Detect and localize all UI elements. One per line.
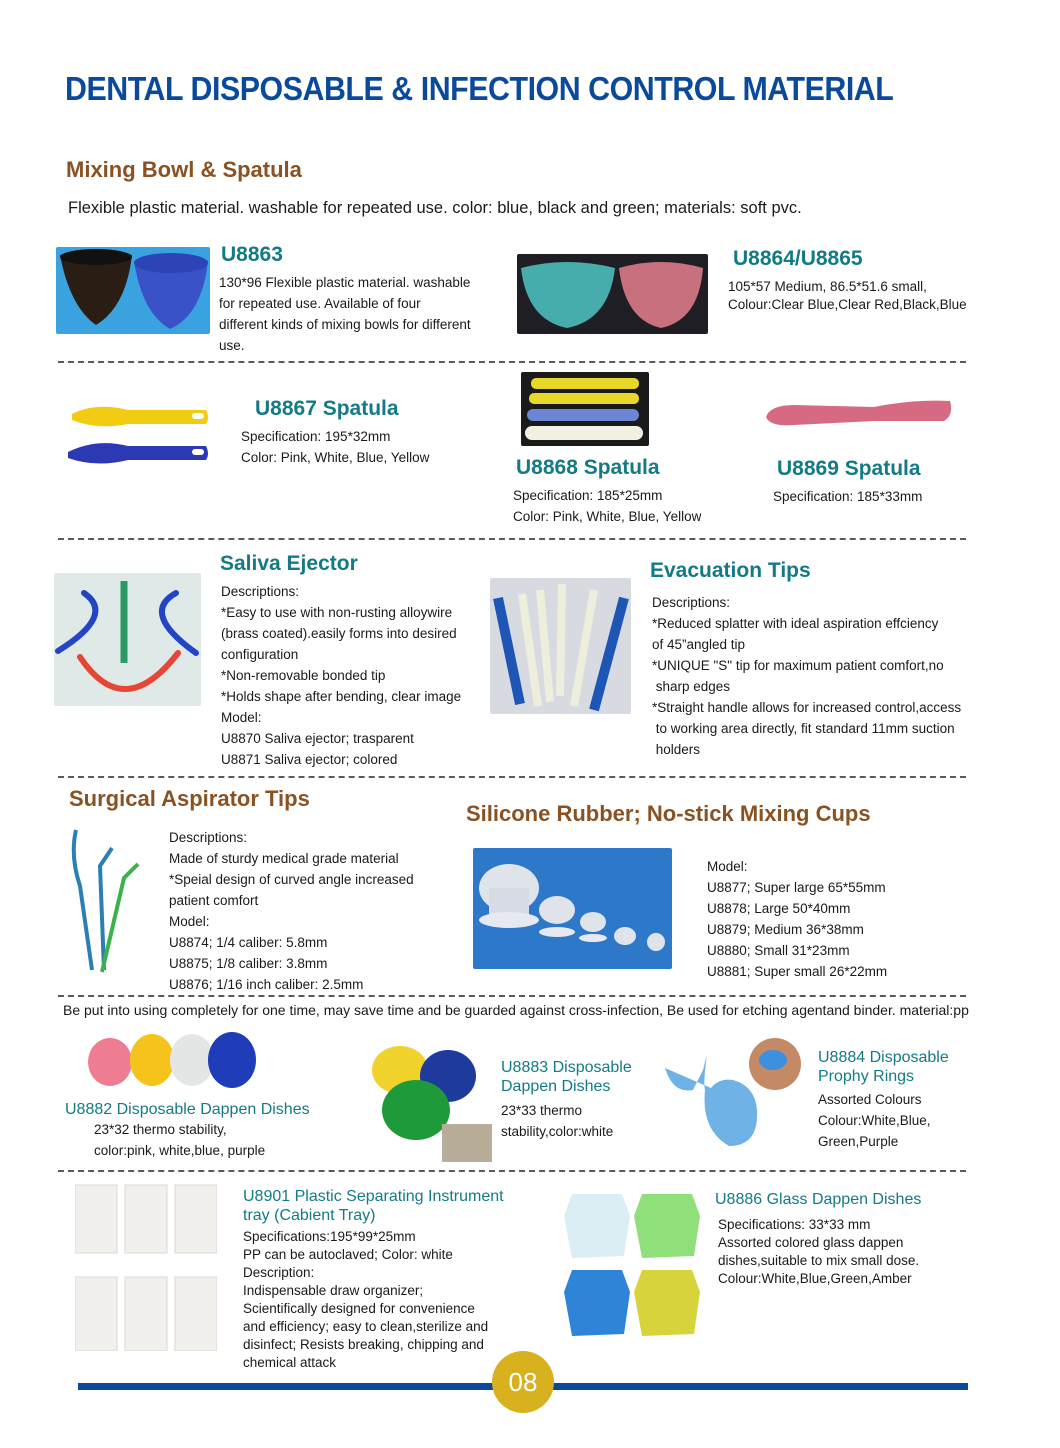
- desc-line: to working area directly, fit standard 11mm suction: [652, 721, 955, 736]
- product-title-u8863: U8863: [221, 243, 283, 266]
- product-desc-u8863: [219, 272, 471, 356]
- desc-line: U8871 Saliva ejector; colored: [221, 752, 398, 767]
- desc-line: Made of sturdy medical grade material: [169, 851, 399, 866]
- saliva-ejector-image: [54, 573, 201, 706]
- aspirator-icon: [66, 826, 142, 976]
- page-number: 08: [508, 1366, 538, 1397]
- ejector-icon: [54, 573, 201, 706]
- spatula-u8868-image: [521, 372, 649, 446]
- glass-dappen-image: [558, 1186, 714, 1342]
- product-desc-u8867: [241, 426, 429, 468]
- tray-icon: [75, 1183, 217, 1351]
- desc-line: Model:: [221, 710, 262, 725]
- dish-icon: [370, 1040, 494, 1162]
- product-title-u8886: U8886 Glass Dappen Dishes: [715, 1191, 922, 1208]
- product-title-u8882: U8882 Disposable Dappen Dishes: [65, 1101, 310, 1118]
- desc-line: *UNIQUE "S" tip for maximum patient comfort,no: [652, 658, 944, 673]
- desc-line: Descriptions:: [221, 584, 300, 599]
- desc-line: Colour:Clear Blue,Clear Red,Black,Blue: [728, 297, 967, 312]
- product-title-u8883: [501, 1058, 632, 1096]
- desc-line: 23*32 thermo stability,: [94, 1122, 227, 1137]
- product-desc-u8868: [513, 485, 701, 527]
- desc-line: configuration: [221, 647, 299, 662]
- silicone-cups-image: [473, 848, 672, 969]
- desc-line: Assorted Colours: [818, 1092, 922, 1107]
- desc-line: *Reduced splatter with ideal aspiration effciency: [652, 616, 939, 631]
- product-title-u8867: U8867 Spatula: [255, 397, 399, 420]
- desc-line: Model:: [169, 914, 210, 929]
- product-desc-u8883: [501, 1100, 613, 1142]
- section-title-mixing: Mixing Bowl & Spatula: [66, 157, 302, 182]
- desc-line: 23*33 thermo: [501, 1103, 583, 1118]
- desc-line: of 45”angled tip: [652, 637, 746, 652]
- product-title-u8884: [818, 1048, 949, 1086]
- desc-line: use.: [219, 338, 245, 353]
- evacuation-tips-image: [490, 578, 631, 714]
- disposable-note: Be put into using completely for one time, may save time and be guarded against cross-infection, Be used for etching agentand binder. material:pp: [63, 1002, 969, 1018]
- product-title-u8868: U8868 Spatula: [516, 456, 660, 479]
- spatula-u8869-image: [764, 395, 954, 435]
- desc-line: U8879; Medium 36*38mm: [707, 922, 864, 937]
- divider: [58, 361, 966, 363]
- desc-line: U8877; Super large 65*55mm: [707, 880, 886, 895]
- desc-line: sharp edges: [652, 679, 731, 694]
- mixing-intro: Flexible plastic material. washable for repeated use. color: blue, black and green; materials: soft pvc.: [68, 199, 802, 217]
- dappen-u8883-image: [370, 1040, 494, 1162]
- desc-line: different kinds of mixing bowls for different: [219, 317, 471, 332]
- desc-line: Model:: [707, 859, 748, 874]
- desc-line: Green,Purple: [818, 1134, 899, 1149]
- desc-line: Colour:White,Blue,: [818, 1113, 931, 1128]
- cups-icon: [473, 848, 672, 969]
- desc-line: patient comfort: [169, 893, 259, 908]
- desc-line: Indispensable draw organizer;: [243, 1283, 424, 1298]
- title-line: Dappen Dishes: [501, 1078, 611, 1095]
- desc-line: stability,color:white: [501, 1124, 614, 1139]
- desc-line: chemical attack: [243, 1355, 337, 1370]
- desc-line: *Non-removable bonded tip: [221, 668, 386, 683]
- bowl-icon: [517, 254, 708, 334]
- divider: [58, 1170, 966, 1172]
- bowl-icon: [56, 247, 210, 334]
- saliva-desc: [221, 581, 461, 770]
- section-title-evacuation: Evacuation Tips: [650, 559, 811, 582]
- instrument-tray-image: [75, 1183, 217, 1351]
- spatula-icon: [66, 400, 212, 470]
- desc-line: Descriptions:: [652, 595, 731, 610]
- aspirator-tips-image: [66, 826, 142, 976]
- desc-line: 130*96 Flexible plastic material. washable: [219, 275, 471, 290]
- desc-line: Specification: 195*32mm: [241, 429, 391, 444]
- desc-line: Scientifically designed for convenience: [243, 1301, 475, 1316]
- desc-line: U8874; 1/4 caliber: 5.8mm: [169, 935, 328, 950]
- desc-line: U8876; 1/16 inch caliber: 2.5mm: [169, 977, 364, 992]
- desc-line: Specification: 185*25mm: [513, 488, 663, 503]
- desc-line: U8880; Small 31*23mm: [707, 943, 850, 958]
- desc-line: color:pink, white,blue, purple: [94, 1143, 266, 1158]
- evacuation-desc: [652, 592, 961, 760]
- divider: [58, 995, 966, 997]
- spatula-icon: [764, 395, 954, 435]
- desc-line: Descriptions:: [169, 830, 248, 845]
- desc-line: and efficiency; easy to clean,sterilize and: [243, 1319, 489, 1334]
- glass-dish-icon: [558, 1186, 714, 1342]
- silicone-desc: [707, 856, 887, 982]
- dish-icon: [86, 1032, 258, 1090]
- product-desc-u8882: [94, 1119, 265, 1161]
- desc-line: Specifications:195*99*25mm: [243, 1229, 416, 1244]
- tips-icon: [490, 578, 631, 714]
- surgical-desc: [169, 827, 414, 995]
- desc-line: Specifications: 33*33 mm: [718, 1217, 871, 1232]
- desc-line: disinfect; Resists breaking, chipping and: [243, 1337, 484, 1352]
- section-title-saliva: Saliva Ejector: [220, 552, 358, 575]
- section-title-silicone: Silicone Rubber; No-stick Mixing Cups: [466, 801, 871, 826]
- desc-line: for repeated use. Available of four: [219, 296, 421, 311]
- mixing-bowl-image: [56, 247, 210, 334]
- page-number-badge: [492, 1351, 554, 1413]
- desc-line: dishes,suitable to mix small dose.: [718, 1253, 920, 1268]
- product-title-u8901: [243, 1187, 504, 1225]
- clear-bowls-image: [517, 254, 708, 334]
- desc-line: Color: Pink, White, Blue, Yellow: [241, 450, 430, 465]
- desc-line: U8875; 1/8 caliber: 3.8mm: [169, 956, 328, 971]
- product-title-u8869: U8869 Spatula: [777, 457, 921, 480]
- desc-line: U8870 Saliva ejector; trasparent: [221, 731, 414, 746]
- product-desc-u8864: [728, 278, 967, 314]
- desc-line: *Straight handle allows for increased control,access: [652, 700, 962, 715]
- section-title-surgical: Surgical Aspirator Tips: [69, 786, 310, 811]
- title-line: tray (Cabient Tray): [243, 1207, 376, 1224]
- title-line: U8884 Disposable: [818, 1049, 949, 1066]
- divider: [58, 538, 966, 540]
- spatula-icon: [521, 372, 649, 446]
- prophy-ring-image: [663, 1034, 801, 1152]
- ring-icon: [663, 1034, 801, 1152]
- desc-line: U8881; Super small 26*22mm: [707, 964, 888, 979]
- desc-line: Assorted colored glass dappen: [718, 1235, 904, 1250]
- divider: [58, 776, 966, 778]
- product-title-u8864: U8864/U8865: [733, 247, 863, 270]
- title-line: U8901 Plastic Separating Instrument: [243, 1188, 504, 1205]
- desc-line: holders: [652, 742, 701, 757]
- desc-line: Color: Pink, White, Blue, Yellow: [513, 509, 702, 524]
- desc-line: (brass coated).easily forms into desired: [221, 626, 457, 641]
- desc-line: Colour:White,Blue,Green,Amber: [718, 1271, 912, 1286]
- product-desc-u8884: [818, 1089, 931, 1152]
- product-desc-u8869: [773, 486, 922, 507]
- title-line: Prophy Rings: [818, 1068, 915, 1085]
- desc-line: Specification: 185*33mm: [773, 489, 923, 504]
- page-title: DENTAL DISPOSABLE & INFECTION CONTROL MATERIAL: [65, 70, 894, 107]
- product-desc-u8886: [718, 1216, 919, 1288]
- desc-line: PP can be autoclaved; Color: white: [243, 1247, 453, 1262]
- desc-line: Description:: [243, 1265, 315, 1280]
- desc-line: *Easy to use with non-rusting alloywire: [221, 605, 453, 620]
- desc-line: *Speial design of curved angle increased: [169, 872, 414, 887]
- spatula-u8867-image: [66, 400, 212, 470]
- dappen-u8882-image: [86, 1032, 258, 1090]
- desc-line: 105*57 Medium, 86.5*51.6 small,: [728, 279, 927, 294]
- desc-line: *Holds shape after bending, clear image: [221, 689, 462, 704]
- title-line: U8883 Disposable: [501, 1059, 632, 1076]
- product-desc-u8901: [243, 1228, 488, 1372]
- desc-line: U8878; Large 50*40mm: [707, 901, 851, 916]
